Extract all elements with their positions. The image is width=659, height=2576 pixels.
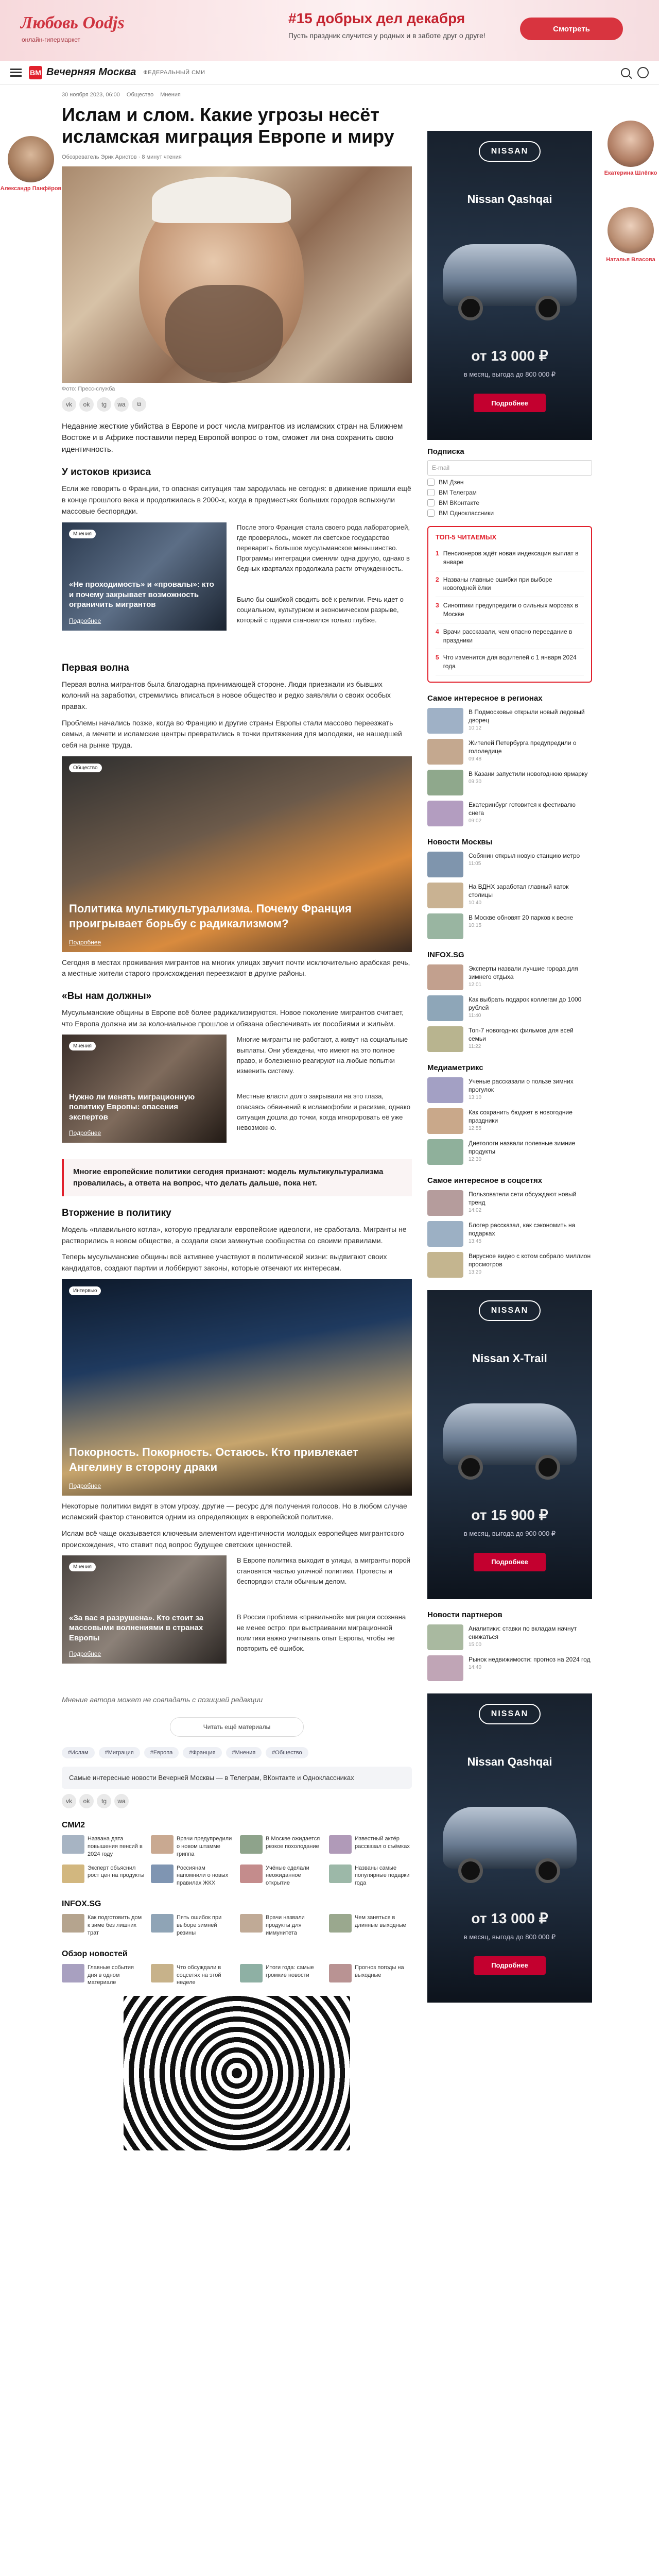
tag[interactable]: #Ислам	[62, 1747, 95, 1758]
logo-text: Вечерняя Москва	[46, 66, 136, 78]
news-block-title: Медиаметрикс	[427, 1063, 483, 1072]
top-read-item[interactable]: 5 Что изменится для водителей с 1 января 2024 года	[436, 649, 584, 675]
news-item[interactable]	[427, 883, 592, 908]
subscribe-label: ВМ Телеграм	[439, 489, 477, 496]
left-authors	[0, 84, 62, 192]
smi-item[interactable]	[151, 1964, 234, 1987]
smi-item[interactable]	[240, 1914, 323, 1937]
smi-text: В Москве ожидается резкое похолодание	[266, 1836, 320, 1850]
subscribe-bar[interactable]: Самые интересные новости Вечерней Москвы — в Телеграм, ВКонтакте и Одноклассниках	[62, 1767, 412, 1789]
top-read-box	[427, 526, 592, 683]
vk-share-icon[interactable]: vk	[62, 397, 76, 412]
section-body	[62, 957, 412, 979]
paragraph: Местные власти долго закрывали на это глаза, опасаясь обвинений в исламофобии и расизме, однако ситуация дошла до точки, когда игнорировать её уже невозможно.	[237, 1092, 410, 1131]
author-card[interactable]	[602, 121, 659, 176]
breadcrumb	[62, 84, 412, 98]
ad-banner[interactable]	[427, 1693, 592, 2003]
author-name: Наталья Власова	[606, 257, 655, 263]
ad-cta-button[interactable]: Подробнее	[474, 1956, 546, 1975]
card-title: «Не проходимость» и «провалы»: кто и почему закрывает возможность ограничить мигрантов	[69, 580, 214, 609]
ad-banner[interactable]	[427, 131, 592, 440]
paragraph: Сегодня в местах проживания мигрантов на многих улицах звучит почти исключительно арабская речь, а местные жители старого происхождения переезжают в другие районы.	[62, 958, 410, 978]
news-text: Как выбрать подарок коллегам до 1000 рублей	[469, 995, 582, 1012]
smi-item[interactable]	[62, 1865, 145, 1888]
smi-title: СМИ2	[62, 1821, 85, 1830]
news-time: 11:22	[469, 1044, 481, 1050]
subscribe-box	[427, 447, 592, 517]
card-pill: Мнения	[69, 530, 96, 538]
ad-subtext: в месяц, выгода до 900 000 ₽	[463, 1529, 556, 1537]
more-button[interactable]: Читать ещё материалы	[170, 1717, 304, 1737]
news-block	[427, 1611, 592, 1681]
card-pill: Мнения	[69, 1042, 96, 1050]
hero-image	[62, 166, 412, 383]
smi-item[interactable]	[151, 1914, 234, 1937]
news-text: Рынок недвижимости: прогноз на 2024 год	[469, 1655, 591, 1663]
news-text: Жителей Петербурга предупредили о гололедице	[469, 739, 577, 755]
news-block-title: Самое интересное в регионах	[427, 693, 543, 703]
inline-block	[62, 1035, 412, 1153]
news-text: Екатеринбург готовится к фестивалю снега	[469, 801, 576, 817]
smi-grid	[62, 1914, 412, 1937]
whatsapp-share-icon[interactable]: wa	[114, 397, 129, 412]
paragraph: Мусульманские общины в Европе всё более радикализируются. Новое поколение мигрантов считает, что Европа должна им за колониальное прошлое и обязана обеспечивать их пособиями и жильём.	[62, 1008, 404, 1028]
smi-grid	[62, 1835, 412, 1887]
menu-icon[interactable]	[10, 69, 22, 77]
smi-grid	[62, 1964, 412, 1987]
news-item[interactable]	[427, 1252, 592, 1278]
tag[interactable]: #Франция	[183, 1747, 221, 1758]
news-block	[427, 838, 592, 939]
news-time: 10:15	[469, 923, 482, 929]
smi-item[interactable]	[240, 1835, 323, 1858]
logo-mark: ВМ	[29, 66, 42, 79]
ad-brand: NISSAN	[479, 1704, 541, 1724]
top-read-text: Что изменится для водителей с 1 января 2024 года	[443, 654, 577, 670]
paragraph: Теперь мусульманские общины всё активнее участвуют в политической жизни: выдвигают своих кандидатов, создают партии и лоббируют законы, которые отвечают их интересам.	[62, 1252, 387, 1272]
news-time: 11:05	[469, 861, 481, 867]
news-text: Вирусное видео с котом собрало миллион просмотров	[469, 1252, 591, 1268]
author-card[interactable]	[602, 207, 659, 263]
bottom-ad-image[interactable]	[124, 1996, 350, 2150]
smi-text: Врачи предупредили о новом штамме гриппа	[177, 1836, 232, 1857]
card-link[interactable]: Подробнее	[69, 1482, 101, 1489]
section-heading: Первая волна	[62, 662, 129, 673]
card-title: Покорность. Покорность. Остаюсь. Кто привлекает Ангелину в сторону драки	[69, 1446, 358, 1474]
news-item[interactable]	[427, 1624, 592, 1650]
whatsapp-share-icon[interactable]: wa	[114, 1794, 129, 1808]
promo-banner[interactable]	[0, 0, 659, 61]
news-time: 10:12	[469, 725, 482, 732]
inline-card[interactable]	[62, 756, 412, 952]
news-time: 10:40	[469, 900, 482, 906]
subscribe-label: ВМ ВКонтакте	[439, 499, 480, 506]
news-item[interactable]	[427, 1077, 592, 1103]
disclaimer: Мнение автора может не совпадать с позицией редакции	[62, 1696, 263, 1704]
ok-share-icon[interactable]: ok	[79, 397, 94, 412]
promo-text: Пусть праздник случится у родных и в заботе друг о друге!	[288, 31, 485, 40]
section-heading: У истоков кризиса	[62, 467, 151, 478]
tag[interactable]: #Мнения	[226, 1747, 262, 1758]
paragraph: Ислам всё чаще оказывается ключевым элементом идентичности молодых европейцев мигрантского происхождения, что ставит под вопрос будущее светских ценностей.	[62, 1529, 404, 1549]
avatar	[608, 121, 654, 167]
subscribe-title: Подписка	[427, 447, 464, 456]
share-row-bottom	[62, 1794, 412, 1808]
tag[interactable]: #Европа	[144, 1747, 179, 1758]
article-meta: Обозреватель Эрик Аристов · 8 минут чтения	[62, 154, 182, 160]
card-pill: Интервью	[69, 1286, 101, 1295]
news-time: 14:40	[469, 1665, 482, 1671]
smi-text: Пять ошибок при выборе зимней резины	[177, 1914, 222, 1936]
card-title: Политика мультикультурализма. Почему Франция проигрывает борьбу с радикализмом?	[69, 902, 352, 930]
news-block	[427, 694, 592, 826]
news-item[interactable]	[427, 852, 592, 877]
top-read-text: Названы главные ошибки при выборе новогодней ёлки	[443, 575, 552, 592]
paragraph: Было бы ошибкой сводить всё к религии. Речь идет о социальном, культурном и экономическом разрыве, который с годами становился только глубже.	[237, 595, 404, 624]
ad-model: Nissan Qashqai	[467, 193, 552, 206]
news-item[interactable]	[427, 1655, 592, 1681]
card-link[interactable]: Подробнее	[69, 1650, 101, 1658]
author-name: Александр Панфёров	[0, 185, 62, 192]
news-item[interactable]	[427, 964, 592, 990]
breadcrumb-date: 30 ноября 2023, 06:00	[62, 92, 120, 98]
image-caption: Фото: Пресс-служба	[62, 385, 115, 392]
section-heading: Вторжение в политику	[62, 1207, 171, 1218]
promo-brand: Любовь Oodjs	[21, 13, 125, 32]
card-pill: Общество	[69, 764, 102, 772]
paragraph: Многие мигранты не работают, а живут на социальные выплаты. Они убеждены, что имеют на это полное право, и болезненно реагируют на любые попытки изменить систему.	[237, 1036, 408, 1075]
news-time: 15:00	[469, 1642, 482, 1648]
news-text: Аналитики: ставки по вкладам начнут снижаться	[469, 1624, 577, 1641]
smi-text: Учёные сделали неожиданное открытие	[266, 1865, 309, 1887]
author-card[interactable]	[0, 136, 62, 192]
vk-share-icon[interactable]: vk	[62, 1794, 76, 1808]
card-link[interactable]: Подробнее	[69, 938, 101, 946]
top-read-item[interactable]: 4 Врачи рассказали, чем опасно переедание в праздники	[436, 623, 584, 650]
top-read-item[interactable]: 2 Названы главные ошибки при выборе новогодней ёлки	[436, 571, 584, 598]
smi-item[interactable]	[329, 1914, 412, 1937]
smi-title: INFOX.SG	[62, 1900, 101, 1909]
ad-brand: NISSAN	[479, 141, 541, 162]
smi-text: Эксперт объяснил рост цен на продукты	[88, 1865, 145, 1879]
ok-share-icon[interactable]: ok	[79, 1794, 94, 1808]
ad-price: от 15 900 ₽	[471, 1506, 548, 1523]
news-text: Диетологи назвали полезные зимние продукты	[469, 1139, 576, 1156]
news-block-title: Самое интересное в соцсетях	[427, 1176, 543, 1185]
page-title: Ислам и слом. Какие угрозы несёт исламская миграция Европе и миру	[62, 104, 394, 147]
paragraph: Проблемы начались позже, когда во Францию и другие страны Европы стали массово переезжать семьи, а мечети и исламские центры превратились в точки притяжения для молодежи, не нашедшей себя на рынке труда.	[62, 718, 402, 749]
news-text: Топ-7 новогодних фильмов для всей семьи	[469, 1026, 574, 1043]
subscribe-option[interactable]	[427, 489, 592, 496]
smi-item[interactable]	[151, 1865, 234, 1888]
news-time: 09:02	[469, 818, 482, 824]
news-time: 14:02	[469, 1208, 482, 1214]
news-item[interactable]	[427, 770, 592, 795]
news-text: На ВДНХ заработал главный каток столицы	[469, 883, 569, 899]
news-item[interactable]	[427, 995, 592, 1021]
inline-block	[62, 522, 412, 651]
tag[interactable]: #Общество	[266, 1747, 308, 1758]
news-time: 12:01	[469, 982, 482, 988]
news-text: В Казани запустили новогоднюю ярмарку	[469, 770, 588, 777]
tg-share-icon[interactable]: tg	[97, 397, 111, 412]
top-read-text: Врачи рассказали, чем опасно переедание в праздники	[443, 628, 573, 644]
paragraph: В России проблема «правильной» миграции осознана не менее остро: при выстраивании миграционной политики важно учитывать опыт Европы, чтобы не повторить её ошибок.	[237, 1613, 406, 1652]
card-title: Нужно ли менять миграционную политику Европы: опасения экспертов	[69, 1092, 195, 1122]
news-item[interactable]	[427, 1190, 592, 1216]
section-body	[62, 483, 412, 517]
paragraph: Некоторые политики видят в этом угрозу, другие — ресурс для получения голосов. Но в любом случае исламский фактор становится одним из определяющих в европейской политике.	[62, 1501, 407, 1521]
inline-card[interactable]	[62, 1279, 412, 1496]
top-read-text: Синоптики предупредили о сильных морозах в Москве	[443, 602, 578, 618]
tag[interactable]: #Миграция	[99, 1747, 140, 1758]
news-text: Собянин открыл новую станцию метро	[469, 852, 580, 859]
news-time: 12:30	[469, 1157, 482, 1163]
smi-text: Названы самые популярные подарки года	[355, 1865, 410, 1887]
tg-share-icon[interactable]: tg	[97, 1794, 111, 1808]
smi-text: Названа дата повышения пенсий в 2024 году	[88, 1836, 143, 1857]
news-block-title: Новости Москвы	[427, 837, 493, 846]
inline-card[interactable]	[62, 1555, 227, 1664]
smi-title: Обзор новостей	[62, 1949, 128, 1958]
car-image	[443, 1807, 577, 1869]
news-text: Ученые рассказали о пользе зимних прогулок	[469, 1077, 574, 1094]
ad-price: от 13 000 ₽	[471, 1910, 548, 1926]
section-body	[62, 1007, 412, 1029]
news-time: 11:40	[469, 1013, 481, 1019]
far-right-authors	[602, 84, 659, 263]
subscribe-option[interactable]	[427, 499, 592, 506]
news-block	[427, 1063, 592, 1165]
promo-button[interactable]: Смотреть	[520, 18, 623, 40]
logo-tagline: ФЕДЕРАЛЬНЫЙ СМИ	[143, 69, 205, 76]
news-time: 13:10	[469, 1095, 482, 1101]
smi-text: Как подготовить дом к зиме без лишних трат	[88, 1914, 142, 1936]
inline-card[interactable]	[62, 1035, 227, 1143]
smi-item[interactable]	[329, 1865, 412, 1888]
article-lead: Недавние жесткие убийства в Европе и рост числа мигрантов из исламских стран на Ближнем Востоке и в Африке поставили перед Европой вопрос о том, сможет ли она сохранить свою идентичность.	[62, 421, 403, 454]
promo-title: #15 добрых дел декабря	[288, 10, 465, 26]
news-item[interactable]	[427, 1221, 592, 1247]
news-item[interactable]	[427, 1108, 592, 1134]
tag-list	[62, 1747, 412, 1758]
news-time: 13:45	[469, 1239, 482, 1245]
news-time: 09:30	[469, 779, 482, 785]
smi-item[interactable]	[329, 1964, 412, 1987]
news-text: Как сохранить бюджет в новогодние праздники	[469, 1108, 573, 1125]
news-block	[427, 1176, 592, 1278]
author-name: Екатерина Шлёпко	[604, 170, 657, 176]
card-title: «За вас я разрушена». Кто стоит за массовыми волнениями в странах Европы	[69, 1613, 204, 1642]
news-item[interactable]	[427, 739, 592, 765]
subscribe-option[interactable]	[427, 479, 592, 486]
ad-cta-button[interactable]: Подробнее	[474, 1553, 546, 1571]
right-sidebar	[427, 84, 592, 2003]
smi-text: Главные события дня в одном материале	[88, 1964, 134, 1986]
news-block	[427, 951, 592, 1052]
ad-cta-button[interactable]: Подробнее	[474, 394, 546, 412]
news-text: Эксперты назвали лучшие города для зимнего отдыха	[469, 964, 578, 981]
subscribe-label: ВМ Одноклассники	[439, 510, 494, 517]
section-body	[62, 679, 412, 751]
section-body	[62, 1224, 412, 1274]
news-block-title: Новости партнеров	[427, 1610, 502, 1619]
top-read-item[interactable]: 1 Пенсионеров ждёт новая индексация выплат в январе	[436, 545, 584, 571]
subscribe-option[interactable]	[427, 510, 592, 517]
site-logo[interactable]	[29, 66, 136, 79]
avatar	[608, 207, 654, 253]
inline-block	[62, 1555, 412, 1689]
card-link[interactable]: Подробнее	[69, 1129, 101, 1137]
paragraph: После этого Франция стала своего рода лабораторией, где проверялось, может ли светское государство переварить большое мусульманское меньшинство. Программы интеграции сменяли одна другую, однако в бедных кварталах продолжала расти отчужденность.	[237, 523, 410, 573]
paragraph: Если же говорить о Франции, то опасная ситуация там зародилась не сегодня: в движение пришли ещё в конце прошлого века и продолжилась в 2000-х, когда в предместьях больших городов вспыхнули массовые беспорядки.	[62, 484, 411, 515]
news-time: 09:48	[469, 756, 482, 762]
news-item[interactable]	[427, 913, 592, 939]
smi-text: Что обсуждали в соцсетях на этой неделе	[177, 1964, 221, 1986]
top-read-text: Пенсионеров ждёт новая индексация выплат в январе	[443, 550, 579, 566]
smi-text: Прогноз погоды на выходные	[355, 1964, 404, 1978]
link-share-icon[interactable]: ⧉	[132, 397, 146, 412]
breadcrumb-rubric[interactable]: Мнения	[160, 92, 181, 98]
smi-item[interactable]	[62, 1914, 145, 1937]
smi-text: Россиянам напомнили о новых правилах ЖКХ	[177, 1865, 229, 1887]
smi-text: Известный актёр рассказал о съёмках	[355, 1836, 410, 1850]
pull-quote: Многие европейские политики сегодня признают: модель мультикультурализма провалилась, а ответа на вопрос, что делать дальше, пока нет.	[62, 1159, 412, 1196]
smi-text: Чем заняться в длинные выходные	[355, 1914, 406, 1928]
site-header	[0, 61, 659, 84]
news-item[interactable]	[427, 1026, 592, 1052]
car-image	[443, 244, 577, 306]
promo-brand-sub: онлайн-гипермаркет	[22, 36, 80, 43]
email-input[interactable]: E-mail	[427, 460, 592, 476]
ad-subtext: в месяц, выгода до 800 000 ₽	[463, 1933, 556, 1941]
top-read-item[interactable]: 3 Синоптики предупредили о сильных морозах в Москве	[436, 597, 584, 623]
news-text: В Подмосковье открыли новый ледовый дворец	[469, 708, 585, 724]
share-row	[62, 397, 412, 412]
ad-price: от 13 000 ₽	[471, 348, 548, 364]
news-text: Блогер рассказал, как сэкономить на подарках	[469, 1221, 576, 1238]
news-item[interactable]	[427, 1139, 592, 1165]
car-image	[443, 1403, 577, 1465]
paragraph: Модель «плавильного котла», которую предлагали европейские идеологи, не сработала. Мигранты не растворились в новом обществе, а создали свои замкнутые сообщества со своими правилами.	[62, 1225, 407, 1245]
news-text: Пользователи сети обсуждают новый тренд	[469, 1190, 577, 1207]
search-icon[interactable]	[621, 68, 630, 77]
article	[62, 84, 412, 2150]
avatar	[8, 136, 54, 182]
card-link[interactable]: Подробнее	[69, 617, 101, 624]
breadcrumb-section[interactable]: Общество	[126, 92, 154, 98]
section-heading: «Вы нам должны»	[62, 991, 152, 1002]
news-item[interactable]	[427, 801, 592, 826]
ad-brand: NISSAN	[479, 1300, 541, 1321]
smi-item[interactable]	[151, 1835, 234, 1858]
paragraph: Первая волна мигрантов была благодарна принимающей стороне. Люди приезжали из бывших колоний на заработки, стремились вписаться в новое общество и редко заявляли о своих особых правах.	[62, 680, 391, 710]
smi-item[interactable]	[62, 1835, 145, 1858]
subscribe-label: ВМ Дзен	[439, 479, 464, 486]
top-read-title: ТОП-5 ЧИТАЕМЫХ	[436, 533, 497, 541]
user-icon[interactable]	[637, 67, 649, 78]
news-item[interactable]	[427, 708, 592, 734]
smi-text: Врачи назвали продукты для иммунитета	[266, 1914, 305, 1936]
news-text: В Москве обновят 20 парков к весне	[469, 913, 574, 921]
smi-item[interactable]	[240, 1964, 323, 1987]
news-time: 13:20	[469, 1269, 482, 1276]
inline-card[interactable]	[62, 522, 227, 631]
smi-item[interactable]	[329, 1835, 412, 1858]
ad-banner[interactable]	[427, 1290, 592, 1599]
ad-subtext: в месяц, выгода до 800 000 ₽	[463, 370, 556, 378]
card-pill: Мнения	[69, 1563, 96, 1571]
news-time: 12:55	[469, 1126, 482, 1132]
news-block-title: INFOX.SG	[427, 950, 464, 959]
smi-item[interactable]	[62, 1964, 145, 1987]
section-body	[62, 1501, 412, 1551]
paragraph: В Европе политика выходит в улицы, а мигранты порой становятся частью уличной политики. Протесты и беспорядки стали обычным делом.	[237, 1556, 410, 1585]
smi-item[interactable]	[240, 1865, 323, 1888]
ad-model: Nissan Qashqai	[467, 1755, 552, 1768]
smi-text: Итоги года: самые громкие новости	[266, 1964, 314, 1978]
ad-model: Nissan X-Trail	[472, 1351, 547, 1365]
